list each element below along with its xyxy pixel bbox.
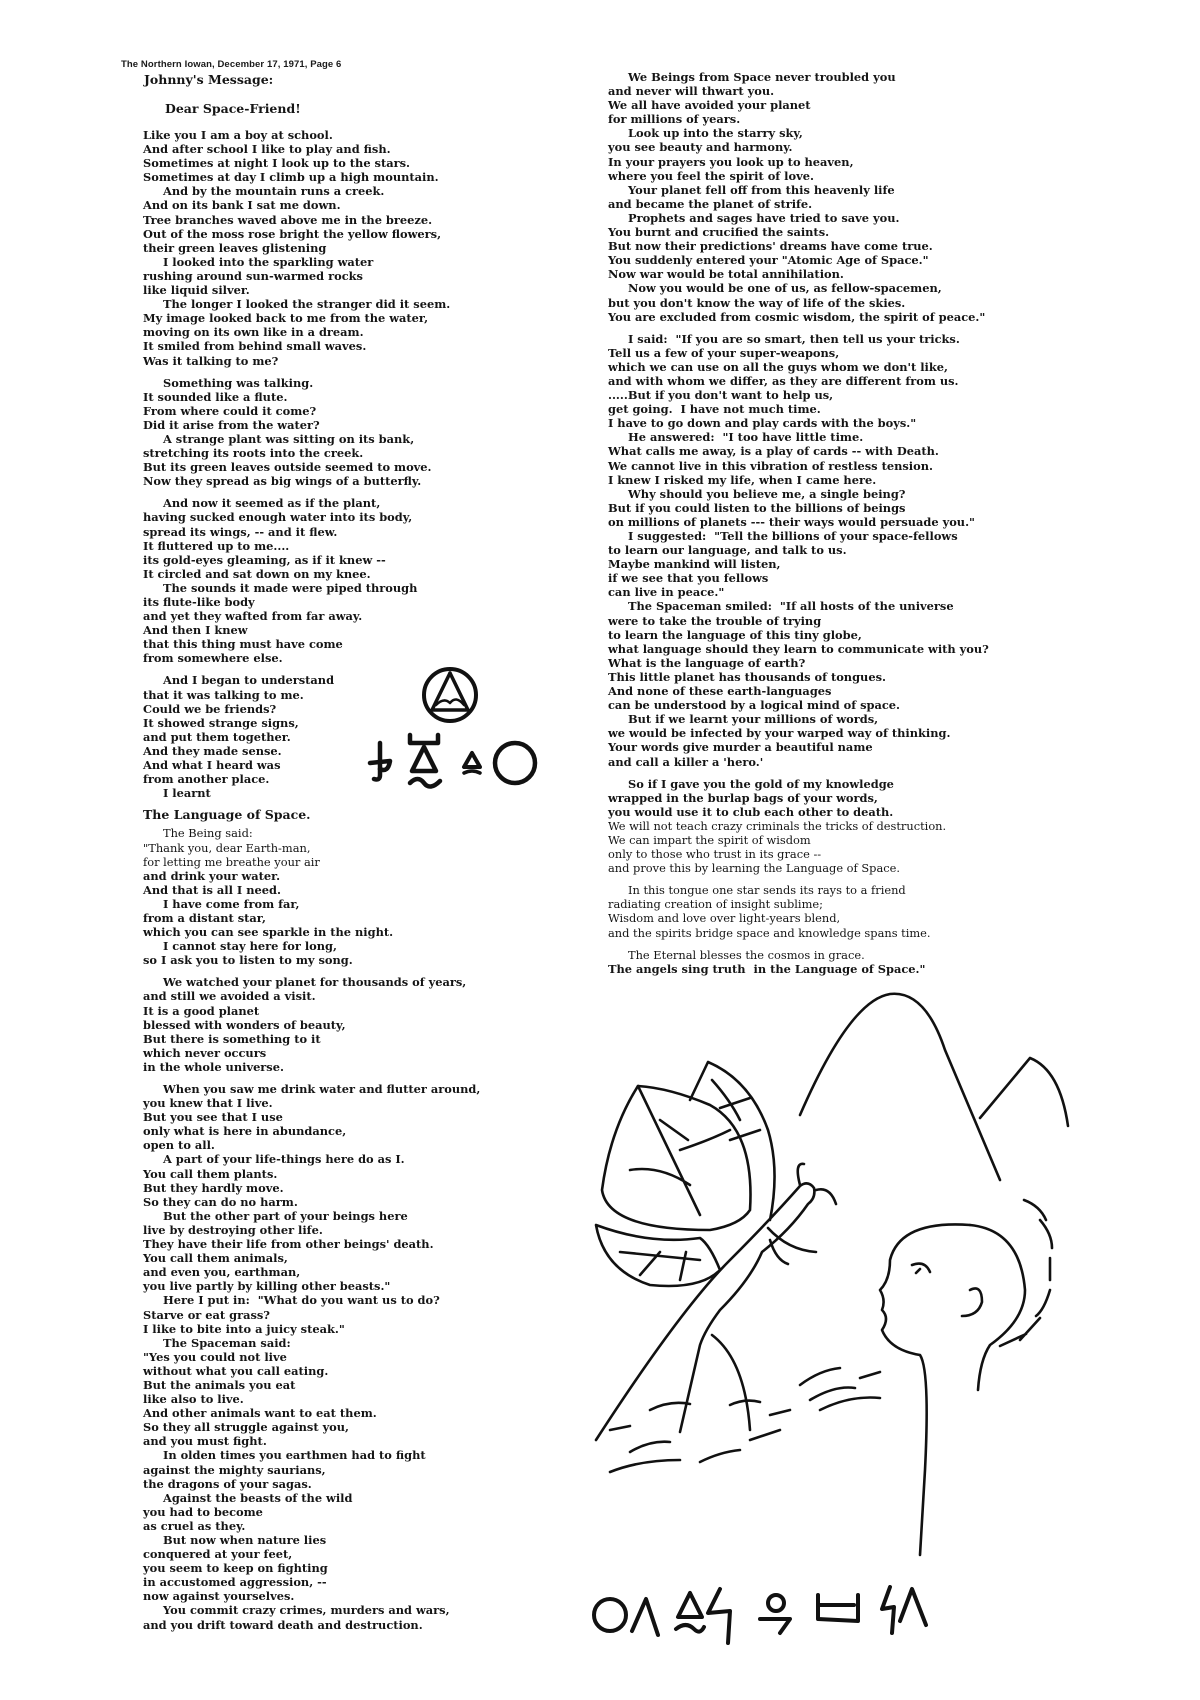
poem-line: It sounded like a flute. <box>143 389 288 404</box>
tendrils <box>768 1228 816 1264</box>
poem-line: It showed strange signs, <box>143 715 299 730</box>
poem-line: can live in peace." <box>608 585 725 600</box>
poem-line: "Thank you, dear Earth-man, <box>143 840 311 855</box>
poem-line: Tree branches waved above me in the breeze. <box>143 212 433 227</box>
poem-line: Your words give murder a beautiful name <box>608 740 873 755</box>
poem-line: for millions of years. <box>608 112 741 127</box>
poem-line: When you saw me drink water and flutter around, <box>163 1082 481 1096</box>
right-column <box>608 70 1078 976</box>
poem-line: only what is here in abundance, <box>143 1124 347 1139</box>
poem-line: We will not teach crazy criminals the tricks of destruction. <box>608 818 947 833</box>
butterfly-boy-illustration <box>590 990 1110 1570</box>
newspaper-header: The Northern Iowan, December 17, 1971, Page 6 <box>121 59 342 70</box>
poem-line: live by destroying other life. <box>143 1222 323 1237</box>
poem-line: And on its bank I sat me down. <box>143 198 341 213</box>
right-poem-lines <box>608 70 1078 976</box>
poem-line: We watched your planet for thousands of years, <box>163 975 467 990</box>
poem-line: The longer I looked the stranger did it seem. <box>163 297 451 312</box>
poem-line: Now they spread as big wings of a butterfly. <box>143 474 422 489</box>
poem-line: And after school I like to play and fish. <box>143 142 391 157</box>
poem-line: They have their life from other beings' death. <box>143 1237 434 1252</box>
poem-line: But the animals you eat <box>143 1377 296 1392</box>
poem-line: And that is all I need. <box>143 882 281 897</box>
poem-line: We Beings from Space never troubled you <box>628 70 896 84</box>
poem-line: Like you I am a boy at school. <box>143 128 333 142</box>
poem-line: and still we avoided a visit. <box>143 989 316 1004</box>
poem-line: So if I gave you the gold of my knowledge <box>628 776 894 791</box>
poem-line: And they made sense. <box>143 743 282 758</box>
poem-line: which we can use on all the guys whom we don't like, <box>608 359 948 374</box>
glyph-hook-icon <box>370 743 390 780</box>
poem-line: and the spirits bridge space and knowledge spans time. <box>608 925 931 940</box>
poem-line: where you feel the spirit of love. <box>608 168 814 183</box>
poem-line: The sounds it made were piped through <box>163 580 418 595</box>
poem-line: without what you call eating. <box>143 1363 329 1378</box>
poem-line: And by the mountain runs a creek. <box>163 184 385 199</box>
poem-line: Why should you believe me, a single being? <box>628 486 906 501</box>
poem-line: to learn the language of this tiny globe, <box>608 627 862 642</box>
poem-line: We all have avoided your planet <box>608 98 811 113</box>
poem-line: I have come from far, <box>163 896 300 911</box>
poem-line: Out of the moss rose bright the yellow flowers, <box>143 226 442 241</box>
section-subheading: The Language of Space. <box>143 807 311 823</box>
poem-line: Against the beasts of the wild <box>163 1490 353 1505</box>
poem-line: This little planet has thousands of tongues. <box>608 669 886 684</box>
glyph-triangle-icon <box>678 1593 702 1617</box>
poem-line: and never will thwart you. <box>608 84 775 99</box>
poem-line: "Yes you could not live <box>143 1349 287 1364</box>
poem-line: in the whole universe. <box>143 1059 284 1074</box>
poem-line: spread its wings, -- and it flew. <box>143 524 338 539</box>
poem-line: It circled and sat down on my knee. <box>143 566 371 581</box>
poem-line: But now when nature lies <box>163 1533 327 1547</box>
glyph-triangle-wave-icon <box>410 735 440 787</box>
poem-line: We can impart the spirit of wisdom <box>608 832 811 847</box>
poem-line: What calls me away, is a play of cards -- with Death. <box>608 444 939 459</box>
glyph-caret-2-icon <box>900 1589 926 1625</box>
poem-line: But there is something to it <box>143 1031 321 1046</box>
left-poem-lines-2 <box>143 826 543 1631</box>
poem-line: You call them plants. <box>143 1166 278 1181</box>
glyph-dash-icon <box>760 1619 790 1633</box>
boy-head <box>880 1224 970 1555</box>
glyph-bolt-icon <box>708 1589 730 1643</box>
poem-line: you knew that I live. <box>143 1096 273 1111</box>
poem-line: You commit crazy crimes, murders and wars, <box>163 1603 450 1618</box>
poem-line: You suddenly entered your "Atomic Age of Space." <box>608 253 929 268</box>
poem-line: that this thing must have come <box>143 637 343 652</box>
poem-line: we would be infected by your warped way of thinking. <box>608 726 951 741</box>
poem-line: its flute-like body <box>143 595 255 609</box>
poem-line: But they hardly move. <box>143 1180 284 1195</box>
poem-line: In olden times you earthmen had to fight <box>163 1448 426 1463</box>
glyph-small-circle-icon <box>768 1595 784 1611</box>
poem-line: My image looked back to me from the water, <box>143 311 429 326</box>
poem-line: The Spaceman said: <box>163 1335 291 1350</box>
poem-line: and put them together. <box>143 729 291 744</box>
poem-line: But you see that I use <box>143 1110 283 1125</box>
poem-line: so I ask you to listen to my song. <box>143 953 353 968</box>
poem-line: conquered at your feet, <box>143 1547 293 1562</box>
poem-line: Starve or eat grass? <box>143 1307 270 1322</box>
glyph-circle-icon <box>495 743 535 783</box>
glyph-bracket-icon <box>818 1595 858 1621</box>
poem-line: only to those who trust in its grace -- <box>608 847 822 862</box>
poem-line: you live partly by killing other beasts." <box>143 1279 391 1294</box>
poem-line: In your prayers you look up to heaven, <box>608 154 854 169</box>
poem-line: what language should they learn to communicate with you? <box>608 641 989 656</box>
glyph-small-triangle-icon <box>464 753 480 773</box>
greeting: Dear Space-Friend! <box>165 101 301 116</box>
space-language-glyph-row <box>590 1585 930 1645</box>
poem-line: Prophets and sages have tried to save you. <box>628 210 900 225</box>
poem-line: and prove this by learning the Language of Space. <box>608 861 901 876</box>
poem-line: get going. I have not much time. <box>608 402 821 417</box>
poem-line: their green leaves glistening <box>143 240 327 255</box>
poem-line: And what I heard was <box>143 758 281 773</box>
poem-line: can be understood by a logical mind of space. <box>608 698 900 713</box>
poem-line: having sucked enough water into its body, <box>143 510 413 525</box>
poem-line: for letting me breathe your air <box>143 854 320 869</box>
poem-line: now against yourselves. <box>143 1589 295 1604</box>
poem-line: A part of your life-things here do as I. <box>163 1152 405 1167</box>
glyph-zigzag-icon <box>882 1587 894 1633</box>
poem-line: Something was talking. <box>163 375 314 390</box>
poem-line: .....But if you don't want to help us, <box>608 388 834 403</box>
poem-line: And other animals want to eat them. <box>143 1406 377 1421</box>
poem-line: wrapped in the burlap bags of your words, <box>608 790 878 805</box>
poem-line: The Being said: <box>163 826 253 841</box>
poem-line: rushing around sun-warmed rocks <box>143 268 363 283</box>
poem-line: in accustomed aggression, -- <box>143 1575 327 1590</box>
poem-line: And now it seemed as if the plant, <box>163 496 381 511</box>
poem-line: Wisdom and love over light-years blend, <box>608 911 841 926</box>
poem-line: Tell us a few of your super-weapons, <box>608 345 840 360</box>
poem-line: blessed with wonders of beauty, <box>143 1017 346 1032</box>
poem-line: like liquid silver. <box>143 283 250 298</box>
circled-triangle-icon <box>424 669 476 721</box>
poem-line: Your planet fell off from this heavenly life <box>628 182 895 197</box>
poem-line: and you drift toward death and destruction. <box>143 1617 423 1632</box>
poem-line: Sometimes at night I look up to the stars. <box>143 156 410 171</box>
poem-line: you would use it to club each other to death. <box>608 804 894 819</box>
poem-line: Now war would be total annihilation. <box>608 267 844 282</box>
boy-eye <box>912 1264 930 1273</box>
poem-line: were to take the trouble of trying <box>608 613 822 628</box>
poem-line: We cannot live in this vibration of restless tension. <box>608 458 933 473</box>
poem-line: And none of these earth-languages <box>608 684 832 699</box>
poem-line: And then I knew <box>143 623 248 638</box>
poem-line: from somewhere else. <box>143 651 283 666</box>
mountain-large <box>800 994 1000 1180</box>
poem-line: from a distant star, <box>143 910 266 925</box>
poem-line: and with whom we differ, as they are different from us. <box>608 373 959 388</box>
poem-line: I said: "If you are so smart, then tell us your tricks. <box>628 331 960 346</box>
poem-line: He answered: "I too have little time. <box>628 430 864 445</box>
poem-line: you see beauty and harmony. <box>608 140 793 155</box>
poem-line: You call them animals, <box>143 1251 288 1266</box>
boy-ear <box>962 1289 982 1317</box>
poem-line: It smiled from behind small waves. <box>143 339 367 354</box>
poem-line: Here I put in: "What do you want us to do? <box>163 1293 440 1308</box>
poem-line: A strange plant was sitting on its bank, <box>163 431 415 446</box>
poem-line: So they all struggle against you, <box>143 1420 350 1435</box>
mountain-small <box>980 1058 1068 1126</box>
poem-line: What is the language of earth? <box>608 655 806 670</box>
poem-line: It fluttered up to me.... <box>143 538 290 553</box>
poem-line: The Spaceman smiled: "If all hosts of the universe <box>628 599 954 614</box>
poem-line: I like to bite into a juicy steak." <box>143 1321 345 1336</box>
poem-line: From where could it come? <box>143 403 317 418</box>
poem-line: and became the planet of strife. <box>608 196 813 211</box>
poem-line: its gold-eyes gleaming, as if it knew -- <box>143 552 386 567</box>
article-title: Johnny's Message: <box>144 72 274 87</box>
glyph-circle-icon <box>594 1599 626 1631</box>
poem-line: I cannot stay here for long, <box>163 939 337 954</box>
poem-line: on millions of planets --- their ways would persuade you." <box>608 514 975 529</box>
poem-line: and call a killer a 'hero.' <box>608 754 764 769</box>
poem-line: But its green leaves outside seemed to move. <box>143 460 432 475</box>
poem-line: but you don't know the way of life of the skies. <box>608 295 906 310</box>
poem-line: which never occurs <box>143 1045 267 1060</box>
creek-lines <box>610 1368 880 1472</box>
space-language-glyphs <box>360 665 540 795</box>
poem-line: and yet they wafted from far away. <box>143 609 363 624</box>
poem-line: Was it talking to me? <box>143 353 279 368</box>
poem-line: to learn our language, and talk to us. <box>608 543 847 558</box>
glyph-wave-icon <box>676 1625 704 1632</box>
poem-line: But the other part of your beings here <box>163 1208 408 1223</box>
poem-line: from another place. <box>143 772 270 787</box>
poem-line: you seem to keep on fighting <box>143 1561 328 1576</box>
poem-line: you had to become <box>143 1504 263 1519</box>
poem-line: I suggested: "Tell the billions of your space-fellows <box>628 529 958 543</box>
poem-line: moving on its own like in a dream. <box>143 325 364 340</box>
poem-line: So they can do no harm. <box>143 1194 298 1209</box>
poem-line: But now their predictions' dreams have come true. <box>608 239 933 254</box>
poem-line: stretching its roots into the creek. <box>143 446 364 461</box>
glyph-caret-icon <box>632 1599 658 1635</box>
poem-line: and you must fight. <box>143 1434 267 1449</box>
poem-line: I have to go down and play cards with the boys." <box>608 416 917 431</box>
poem-line: Now you would be one of us, as fellow-spacemen, <box>628 281 942 296</box>
poem-line: You burnt and crucified the saints. <box>608 225 830 240</box>
poem-line: radiating creation of insight sublime; <box>608 897 823 912</box>
poem-line: It is a good planet <box>143 1003 260 1018</box>
poem-line: which you can see sparkle in the night. <box>143 925 394 940</box>
poem-line: as cruel as they. <box>143 1518 246 1533</box>
poem-line: if we see that you fellows <box>608 571 769 586</box>
poem-line: that it was talking to me. <box>143 687 304 702</box>
poem-line: The Eternal blesses the cosmos in grace. <box>628 947 865 962</box>
poem-line: But if we learnt your millions of words, <box>628 712 879 727</box>
poem-line: I looked into the sparkling water <box>163 254 374 269</box>
motion-lines <box>1000 1200 1052 1346</box>
poem-line: In this tongue one star sends its rays to a friend <box>628 883 906 898</box>
left-column <box>143 128 543 1632</box>
poem-line: Sometimes at day I climb up a high mountain. <box>143 170 439 185</box>
poem-line: But if you could listen to the billions of beings <box>608 500 906 515</box>
poem-line: and drink your water. <box>143 868 281 883</box>
poem-line: Could we be friends? <box>143 701 277 716</box>
leaf-wing-front <box>602 1086 751 1230</box>
poem-line: and even you, earthman, <box>143 1265 301 1280</box>
poem-line: the dragons of your sagas. <box>143 1476 312 1491</box>
poem-line: Maybe mankind will listen, <box>608 557 781 572</box>
poem-line: against the mighty saurians, <box>143 1462 326 1477</box>
poem-line: And I began to understand <box>163 673 335 688</box>
poem-line: I learnt <box>163 786 211 801</box>
butterfly-body <box>596 1183 814 1440</box>
poem-line: open to all. <box>143 1138 215 1153</box>
poem-line: Look up into the starry sky, <box>628 126 803 141</box>
poem-line: The angels sing truth in the Language of Space." <box>608 961 926 976</box>
poem-line: I knew I risked my life, when I came here. <box>608 472 877 487</box>
poem-line: like also to live. <box>143 1392 244 1407</box>
poem-line: You are excluded from cosmic wisdom, the spirit of peace." <box>608 309 986 324</box>
poem-line: Did it arise from the water? <box>143 417 320 432</box>
